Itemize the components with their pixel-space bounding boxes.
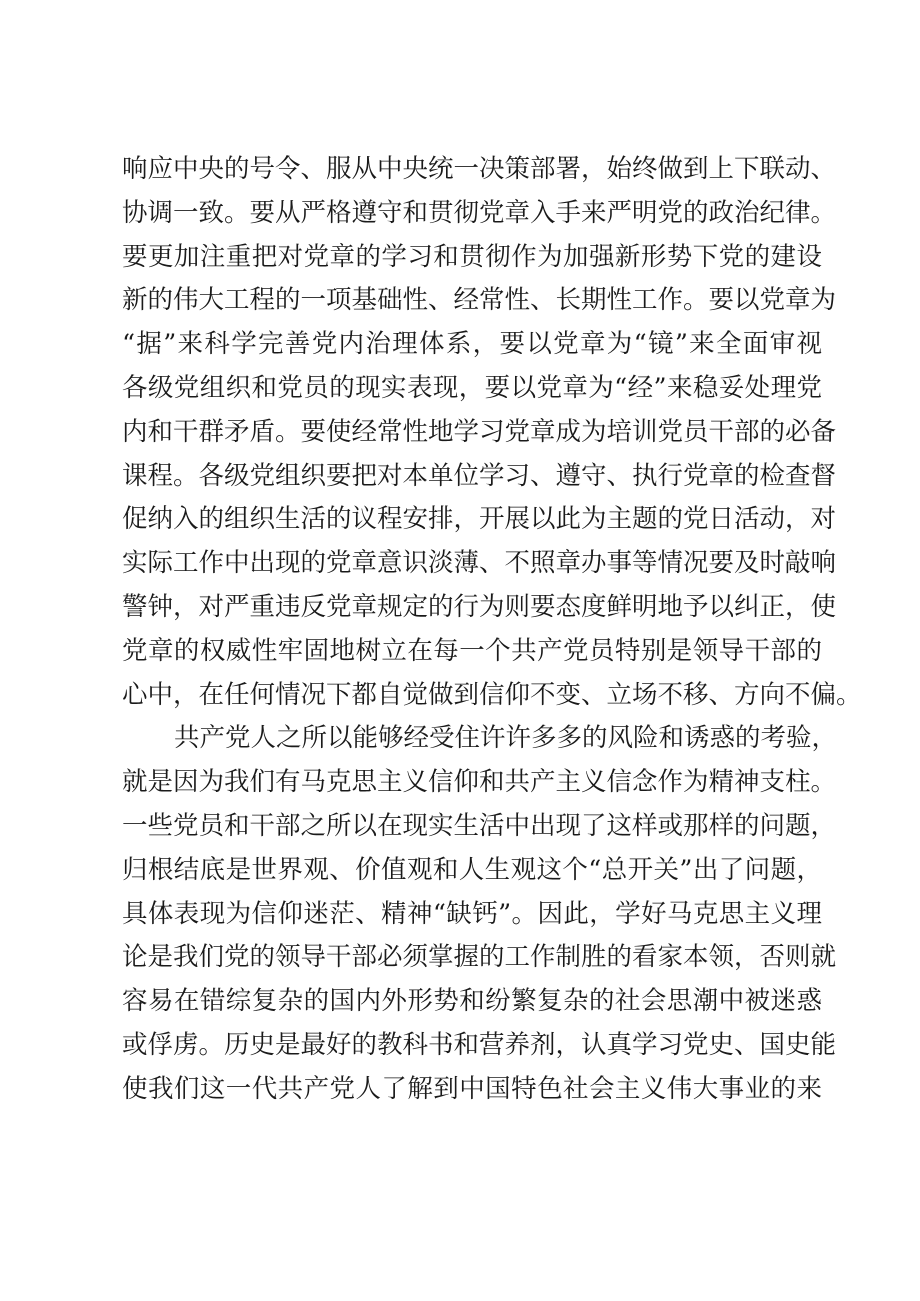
- text-line: 响应中央的号令、服从中央统一决策部署，始终做到上下联动、: [122, 154, 837, 184]
- text-line: 就是因为我们有马克思主义信仰和共产主义信念作为精神支柱。: [122, 767, 837, 798]
- text-line: 或俘虏。历史是最好的教科书和营养剂，认真学习党史、国史能: [122, 1029, 837, 1060]
- text-line: 内和干群矛盾。要使经常性地学习党章成为培训党员干部的必备: [122, 416, 837, 447]
- text-line: “据”来科学完善党内治理体系，要以党章为“镜”来全面审视: [122, 329, 822, 360]
- text-line: 实际工作中出现的党章意识淡薄、不照章办事等情况要及时敲响: [122, 548, 837, 579]
- text-line: 课程。各级党组织要把对本单位学习、遵守、执行党章的检查督: [122, 460, 837, 491]
- text-line: 协调一致。要从严格遵守和贯彻党章入手来严明党的政治纪律。: [122, 197, 837, 228]
- text-line: 新的伟大工程的一项基础性、经常性、长期性工作。要以党章为: [122, 285, 837, 316]
- text-line: 一些党员和干部之所以在现实生活中出现了这样或那样的问题，: [122, 810, 837, 841]
- text-line: 各级党组织和党员的现实表现，要以党章为“经”来稳妥处理党: [122, 372, 822, 403]
- text-line: 容易在错综复杂的国内外形势和纷繁复杂的社会思潮中被迷惑: [122, 986, 822, 1017]
- paragraph-end-line: 心中，在任何情况下都自觉做到信仰不变、立场不移、方向不偏。: [122, 679, 862, 710]
- text-line: 警钟，对严重违反党章规定的行为则要态度鲜明地予以纠正，使: [122, 591, 837, 622]
- paragraph-start-line: 共产党人之所以能够经受住许许多多的风险和诱惑的考验，: [174, 723, 838, 754]
- text-line: 要更加注重把对党章的学习和贯彻作为加强新形势下党的建设: [122, 241, 822, 272]
- text-line: 党章的权威性牢固地树立在每一个共产党员特别是领导干部的: [122, 635, 822, 666]
- text-line: 促纳入的组织生活的议程安排，开展以此为主题的党日活动，对: [122, 504, 837, 535]
- text-line: 使我们这一代共产党人了解到中国特色社会主义伟大事业的来: [122, 1073, 822, 1104]
- text-line: 论是我们党的领导干部必须掌握的工作制胜的看家本领，否则就: [122, 942, 837, 973]
- text-line: 归根结底是世界观、价值观和人生观这个“总开关”出了问题，: [122, 854, 822, 885]
- text-line: 具体表现为信仰迷茫、精神“缺钙”。因此，学好马克思主义理: [122, 898, 822, 929]
- body-text: [122, 148, 862, 1112]
